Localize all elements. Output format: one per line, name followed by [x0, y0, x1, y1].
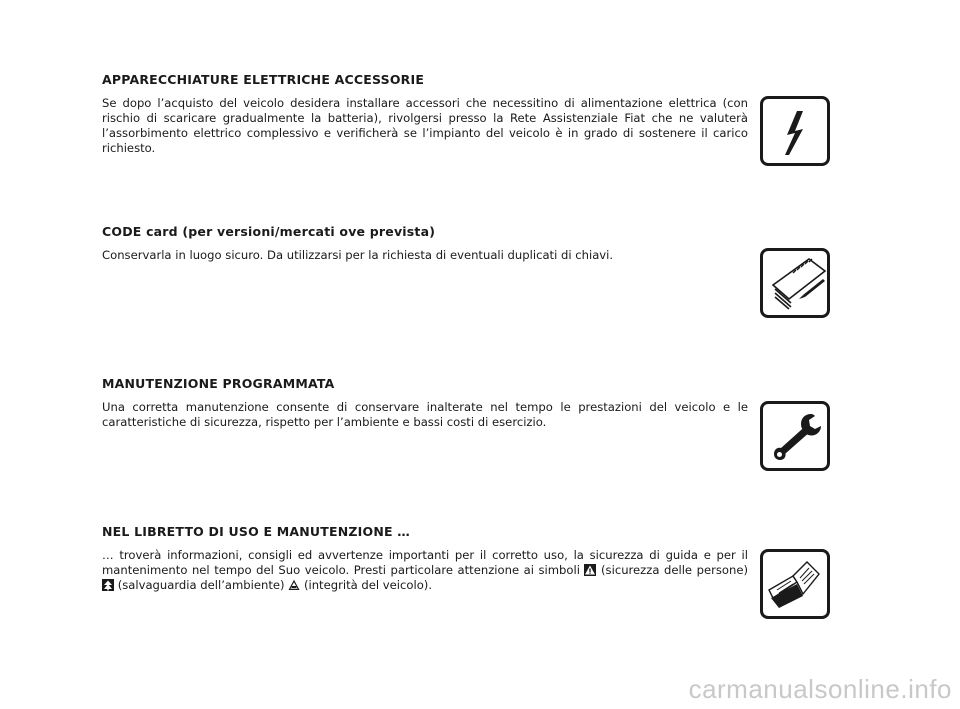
section-title: APPARECCHIATURE ELETTRICHE ACCESSORIE	[102, 72, 425, 87]
environment-symbol-icon	[102, 579, 114, 591]
section-text: Se dopo l’acquisto del veicolo desidera installare accessori che necessitino di alimentazione elettrica (con rischio di scaricare gradualmente la batteria), rivolgersi presso la Rete Assistenziale Fiat che ne valuterà l’assorbimento elettrico complessivo e verificherà se l’impianto del veicolo è in grado di sostenere il carico richiesto.	[102, 96, 748, 155]
section-text: Conservarla in luogo sicuro. Da utilizzarsi per la richiesta di eventuali duplicati di chiavi.	[102, 248, 614, 262]
watermark: carmanualsonline.info	[688, 674, 952, 704]
lightning-bolt-icon	[760, 96, 830, 166]
section-title: CODE card (per versioni/mercati ove prevista)	[102, 224, 436, 239]
section-title: NEL LIBRETTO DI USO E MANUTENZIONE …	[102, 524, 410, 539]
section-electrical-accessories	[102, 72, 748, 156]
section-text: … troverà informazioni, consigli ed avvertenze importanti per il corretto uso, la sicurezza di guida e per il mantenimento nel tempo del Suo veicolo. Presti particolare attenzione ai simboli (sicurezza delle persone) (salvaguardia dell’ambiente) (integrità del veicolo).	[102, 548, 749, 592]
section-text: Una corretta manutenzione consente di conservare inalterate nel tempo le prestazioni del veicolo e le caratteristiche di sicurezza, rispetto per l’ambiente e bassi costi di esercizio.	[102, 400, 748, 429]
section-title: MANUTENZIONE PROGRAMMATA	[102, 376, 335, 391]
section-scheduled-maintenance	[102, 376, 748, 430]
person-warning-icon	[584, 564, 596, 576]
vehicle-warning-icon	[288, 579, 300, 591]
section-manual	[102, 524, 748, 593]
notebook-pen-icon	[760, 248, 830, 318]
wrench-icon	[760, 401, 830, 471]
open-book-icon	[760, 549, 830, 619]
section-code-card	[102, 224, 748, 263]
